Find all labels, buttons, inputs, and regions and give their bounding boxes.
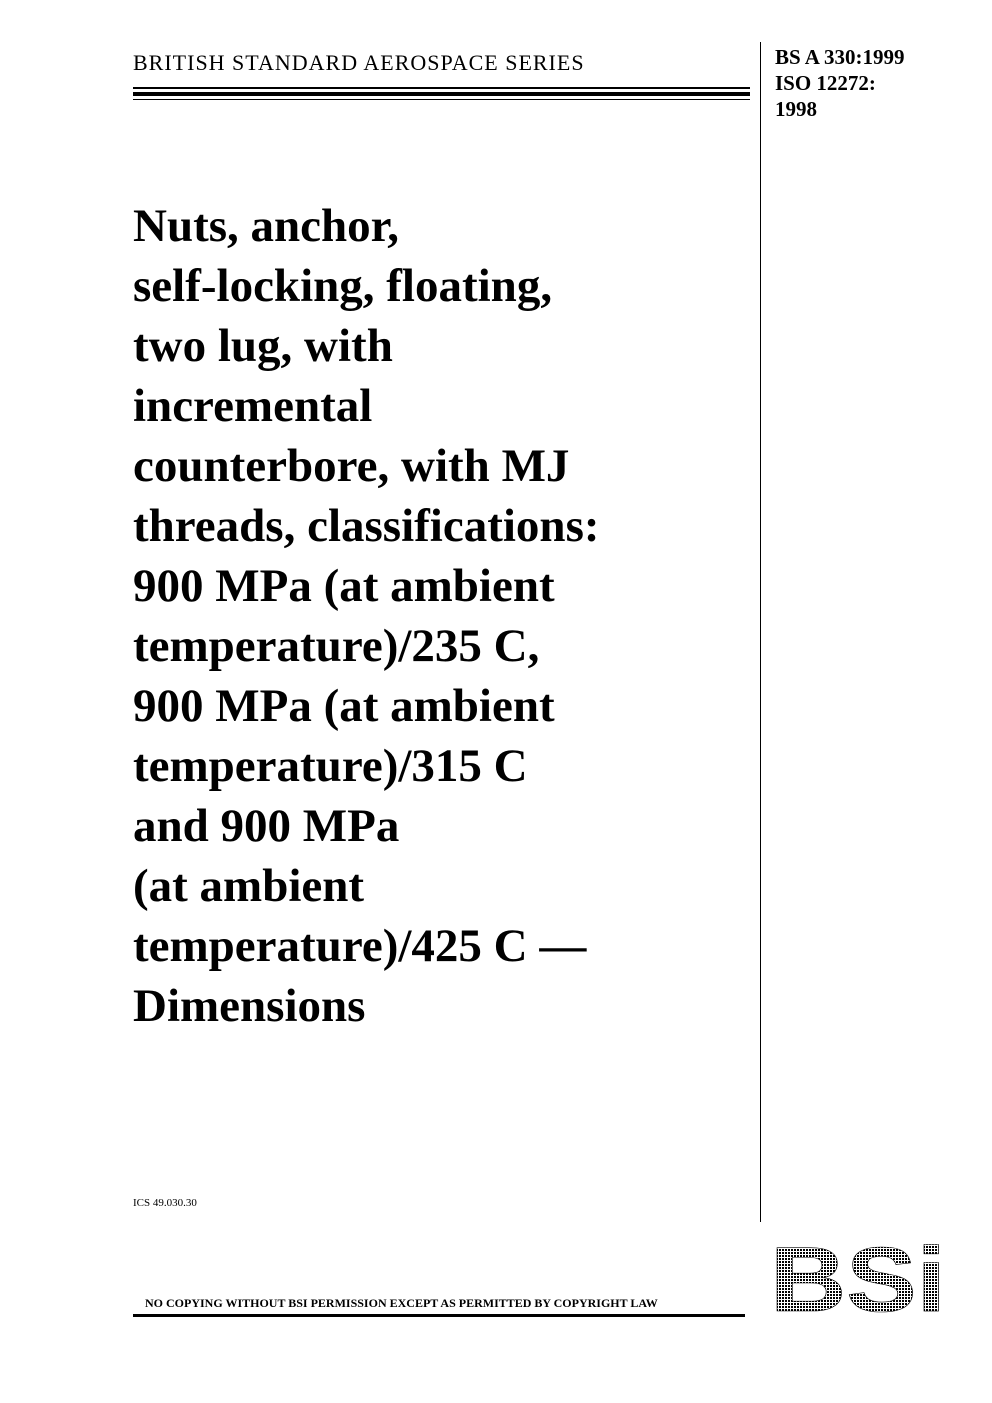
copyright-notice: NO COPYING WITHOUT BSI PERMISSION EXCEPT AS PERMITTED BY COPYRIGHT LAW: [145, 1296, 658, 1310]
title-line: 900 MPa (at ambient: [133, 560, 555, 612]
title-line: incremental: [133, 380, 373, 432]
bsi-logo: [770, 1243, 946, 1316]
series-title: BRITISH STANDARD AEROSPACE SERIES: [133, 50, 585, 75]
svg-text:BSi: BSi: [770, 1243, 946, 1316]
standard-number-line: BS A 330:1999: [775, 45, 905, 69]
header-rule: [133, 87, 750, 100]
title-line: counterbore, with MJ: [133, 440, 570, 492]
vertical-divider: [760, 42, 761, 1222]
standard-number-line: ISO 12272:: [775, 71, 876, 95]
title-line: and 900 MPa: [133, 800, 400, 852]
title-line: temperature)/235 C,: [133, 620, 540, 672]
document-title: [133, 196, 753, 1036]
footer-rule: [133, 1314, 745, 1317]
title-line: Nuts, anchor,: [133, 200, 399, 252]
title-line: temperature)/315 C: [133, 740, 528, 792]
ics-code: ICS 49.030.30: [133, 1197, 197, 1209]
title-line: Dimensions: [133, 980, 366, 1032]
standard-numbers: [775, 44, 905, 122]
title-line: (at ambient: [133, 860, 365, 912]
title-line: threads, classifications:: [133, 500, 600, 552]
title-line: 900 MPa (at ambient: [133, 680, 555, 732]
title-line: self-locking, floating,: [133, 260, 553, 312]
standard-number-line: 1998: [775, 97, 817, 121]
title-line: temperature)/425 C —: [133, 920, 587, 972]
title-line: two lug, with: [133, 320, 393, 372]
